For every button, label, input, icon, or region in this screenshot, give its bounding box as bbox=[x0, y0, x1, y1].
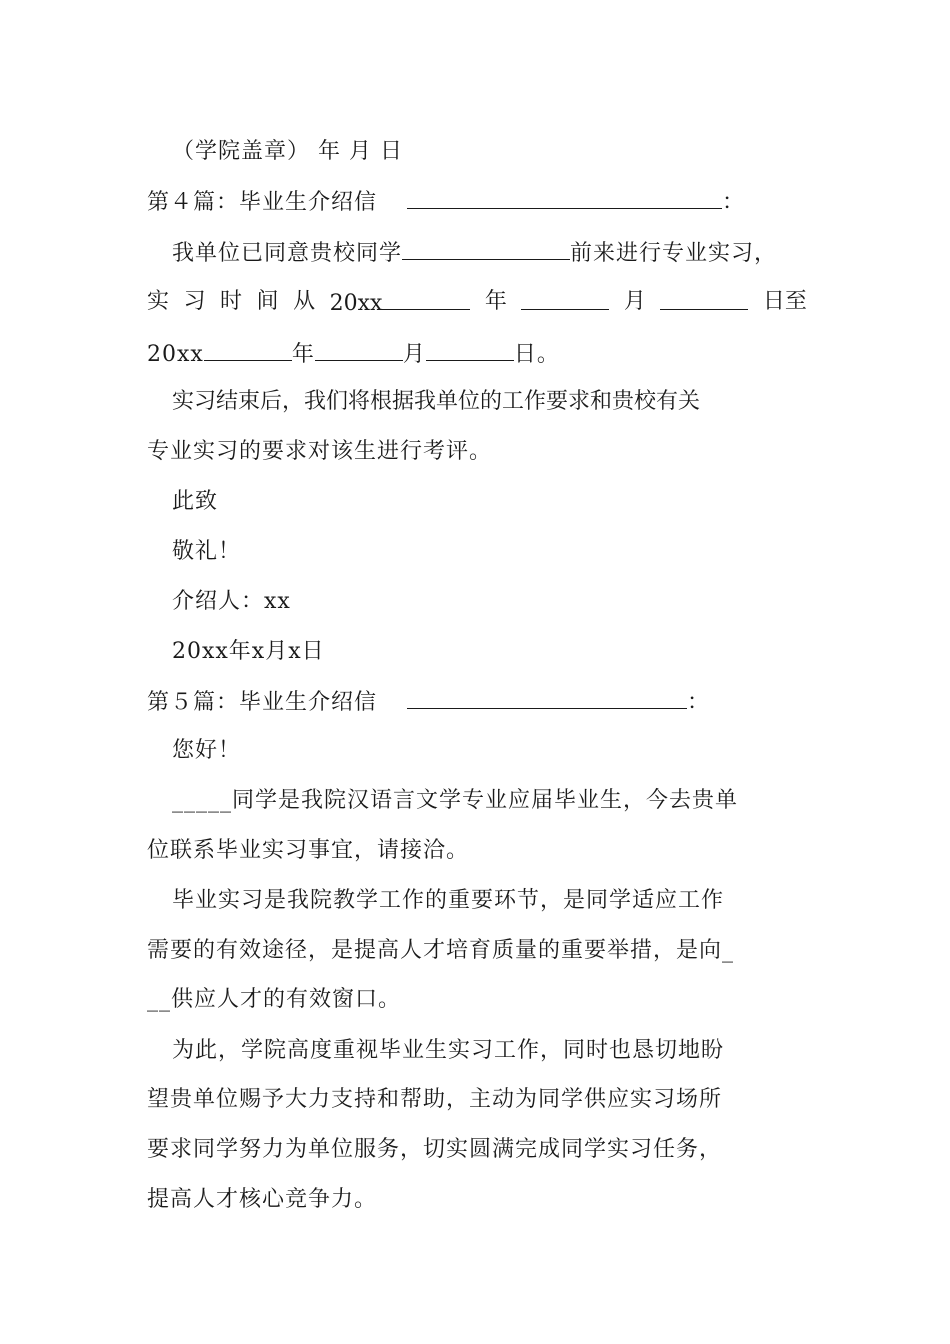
text-token: 时 bbox=[220, 289, 243, 314]
text-token: 从 bbox=[293, 289, 316, 314]
end-month-blank bbox=[315, 338, 403, 361]
letter-date: 20xx年x月x日 bbox=[172, 639, 325, 664]
text-span: 月 bbox=[402, 342, 426, 367]
closing-jingli: 敬礼！ bbox=[172, 539, 242, 564]
text-span: 20xx bbox=[147, 342, 204, 367]
text-span: 我单位已同意贵校同学 bbox=[172, 241, 403, 266]
text-token: 年 bbox=[484, 289, 507, 314]
closing-cizhi: 此致 bbox=[172, 489, 219, 514]
paragraph-line: 需要的有效途径，是提高人才培育质量的重要举措，是向_ bbox=[147, 938, 735, 963]
introducer: 介绍人：xx bbox=[172, 589, 291, 614]
student-name-blank bbox=[402, 237, 570, 260]
day-blank bbox=[660, 287, 748, 310]
heading-piece-5 bbox=[147, 686, 807, 718]
paragraph-line: 毕业实习是我院教学工作的重要环节，是同学适应工作 bbox=[172, 888, 725, 913]
paragraph-line: _____同学是我院汉语言文学专业应届毕业生，今去贵单 bbox=[172, 788, 739, 813]
colon: ： bbox=[722, 190, 746, 215]
month-blank bbox=[521, 287, 609, 310]
text-span: 日。 bbox=[513, 342, 560, 367]
text-span: 前来进行专业实习， bbox=[570, 241, 778, 266]
end-year-blank bbox=[204, 338, 292, 361]
text-token: 习 bbox=[183, 289, 206, 314]
seal-line: （学院盖章） 年 月 日 bbox=[172, 139, 403, 164]
paragraph-line: 提高人才核心竞争力。 bbox=[147, 1187, 378, 1212]
recipient-blank bbox=[407, 186, 722, 209]
paragraph-line: 为此，学院高度重视毕业生实习工作，同时也恳切地盼 bbox=[172, 1038, 725, 1063]
heading-text: 第４篇：毕业生介绍信 bbox=[147, 190, 378, 215]
paragraph-line bbox=[172, 237, 807, 269]
text-token: 20xx bbox=[329, 291, 383, 316]
year-blank bbox=[382, 287, 470, 310]
internship-period-end-line bbox=[147, 338, 807, 370]
text-span: 年 bbox=[291, 342, 315, 367]
text-token: 月 bbox=[623, 289, 646, 314]
text-token: 间 bbox=[256, 289, 279, 314]
paragraph-line: 望贵单位赐予大力支持和帮助，主动为同学供应实习场所 bbox=[147, 1087, 723, 1112]
heading-piece-4 bbox=[147, 186, 807, 218]
text-token: 日至 bbox=[762, 289, 807, 314]
text-span: 实习结束后，我们将根据我单位的工作要求和贵校有关 bbox=[172, 389, 701, 414]
paragraph-line: __供应人才的有效窗口。 bbox=[147, 987, 402, 1012]
paragraph-line bbox=[172, 387, 807, 417]
paragraph-line: 位联系毕业实习事宜，请接洽。 bbox=[147, 838, 470, 863]
paragraph-line: 专业实习的要求对该生进行考评。 bbox=[147, 439, 493, 464]
paragraph-line: 要求同学努力为单位服务，切实圆满完成同学实习任务， bbox=[147, 1137, 723, 1162]
colon: ： bbox=[687, 690, 711, 715]
heading-text: 第５篇：毕业生介绍信 bbox=[147, 690, 378, 715]
greeting: 您好！ bbox=[172, 738, 242, 763]
end-day-blank bbox=[426, 338, 514, 361]
internship-period-line bbox=[147, 287, 807, 319]
text-token: 实 bbox=[147, 289, 170, 314]
recipient-blank bbox=[407, 686, 687, 709]
